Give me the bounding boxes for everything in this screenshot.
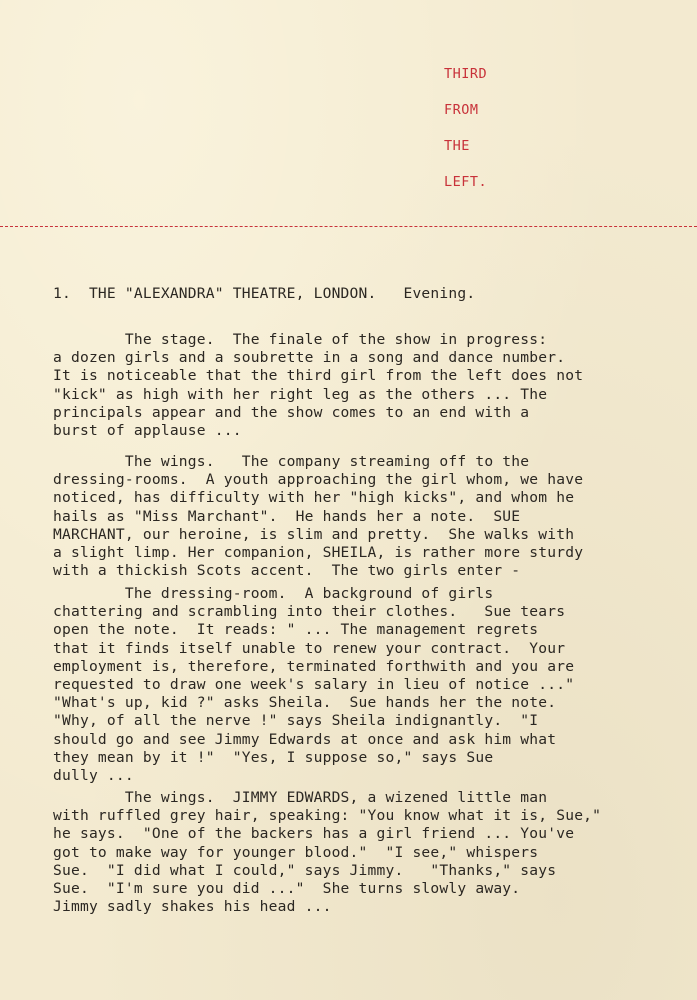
text-line: The dressing-room. A background of girls bbox=[53, 585, 494, 602]
text-line: "What's up, kid ?" asks Sheila. Sue hands her the note. bbox=[53, 694, 557, 712]
text-line: principals appear and the show comes to an end with a bbox=[53, 403, 530, 421]
paragraph-wings-jimmy bbox=[53, 789, 601, 916]
text-line: Sue. "I did what I could," says Jimmy. "Thanks," says bbox=[53, 861, 557, 879]
text-line: should go and see Jimmy Edwards at once and ask him what bbox=[53, 730, 557, 748]
text-line: The wings. JIMMY EDWARDS, a wizened little man bbox=[53, 789, 548, 806]
text-line: It is noticeable that the third girl from the left does not bbox=[53, 367, 584, 385]
paragraph-stage bbox=[53, 331, 583, 440]
text-line: The stage. The finale of the show in progress: bbox=[53, 331, 548, 348]
title-line: FROM bbox=[444, 102, 479, 118]
text-line: The wings. The company streaming off to the bbox=[53, 453, 530, 470]
text-line: hails as "Miss Marchant". He hands her a note. SUE bbox=[53, 507, 521, 525]
text-line: open the note. It reads: " ... The management regrets bbox=[53, 621, 539, 639]
text-line: he says. "One of the backers has a girl friend ... You've bbox=[53, 825, 575, 843]
title-line: THIRD bbox=[444, 66, 488, 82]
text-line: requested to draw one week's salary in lieu of notice ..." bbox=[53, 675, 575, 693]
paragraph-wings bbox=[53, 453, 583, 580]
text-line: that it finds itself unable to renew your contract. Your bbox=[53, 639, 566, 657]
paragraph-dressing-room bbox=[53, 585, 574, 785]
text-line: a dozen girls and a soubrette in a song and dance number. bbox=[53, 349, 566, 367]
story-title bbox=[444, 64, 487, 208]
text-line: with ruffled grey hair, speaking: "You know what it is, Sue," bbox=[53, 807, 602, 825]
text-line: burst of applause ... bbox=[53, 421, 242, 439]
text-line: "kick" as high with her right leg as the others ... The bbox=[53, 385, 548, 403]
text-line: "Why, of all the nerve !" says Sheila indignantly. "I bbox=[53, 712, 539, 730]
dashed-divider bbox=[0, 226, 697, 227]
text-line: they mean by it !" "Yes, I suppose so," says Sue bbox=[53, 748, 494, 766]
title-line: THE bbox=[444, 138, 470, 154]
text-line: noticed, has difficulty with her "high kicks", and whom he bbox=[53, 489, 575, 507]
text-line: Sue. "I'm sure you did ..." She turns slowly away. bbox=[53, 879, 521, 897]
text-line: got to make way for younger blood." "I see," whispers bbox=[53, 843, 539, 861]
text-line: MARCHANT, our heroine, is slim and pretty. She walks with bbox=[53, 525, 575, 543]
text-line: dully ... bbox=[53, 766, 134, 784]
scene-heading: 1. THE "ALEXANDRA" THEATRE, LONDON. Evening. bbox=[53, 285, 476, 302]
text-line: employment is, therefore, terminated forthwith and you are bbox=[53, 657, 575, 675]
text-line: with a thickish Scots accent. The two girls enter - bbox=[53, 562, 521, 580]
text-line: a slight limp. Her companion, SHEILA, is rather more sturdy bbox=[53, 543, 584, 561]
title-line: LEFT. bbox=[444, 174, 488, 190]
text-line: Jimmy sadly shakes his head ... bbox=[53, 898, 332, 916]
text-line: dressing-rooms. A youth approaching the girl whom, we have bbox=[53, 471, 584, 489]
text-line: chattering and scrambling into their clothes. Sue tears bbox=[53, 603, 566, 621]
